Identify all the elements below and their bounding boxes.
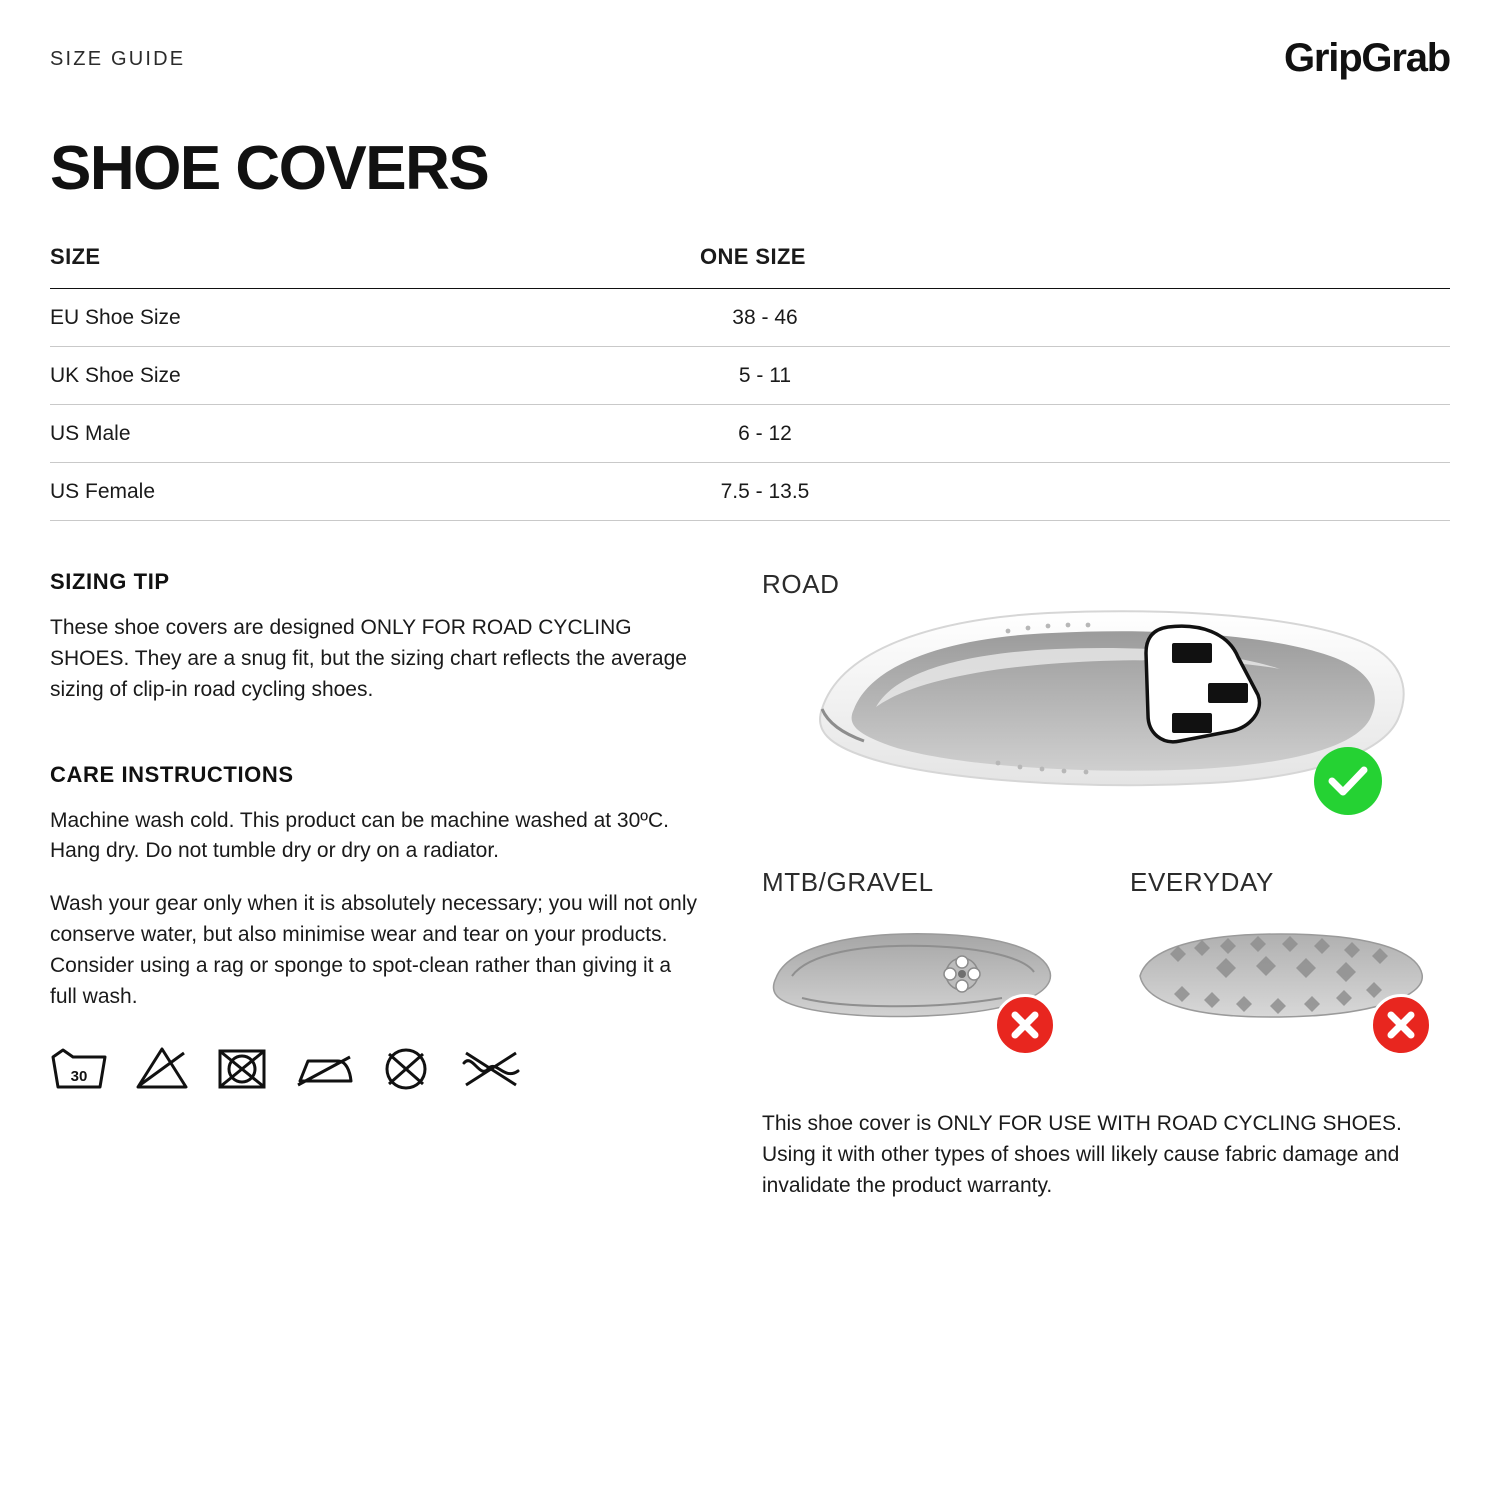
mtb-label: MTB/GRAVEL bbox=[762, 867, 934, 897]
table-row bbox=[50, 463, 1450, 521]
care-paragraph-2: Wash your gear only when it is absolutely necessary; you will not only conserve water, but also minimise wear and tear on your products. Consider using a rag or sponge to spot-clean rather than giving it a full wash. bbox=[50, 892, 698, 1008]
table-row bbox=[50, 347, 1450, 405]
page-header bbox=[50, 36, 1450, 94]
row-value bbox=[700, 289, 1450, 347]
table-header-one-size: ONE SIZE bbox=[700, 244, 806, 269]
table-row bbox=[50, 289, 1450, 347]
row-value bbox=[700, 347, 1450, 405]
do-not-wring-icon bbox=[458, 1045, 524, 1091]
incompatible-shoes-row bbox=[762, 867, 1450, 1035]
cross-icon bbox=[1008, 1008, 1042, 1042]
road-shoe-block bbox=[762, 569, 1450, 839]
row-label: EU Shoe Size bbox=[50, 305, 181, 329]
everyday-shoe-block bbox=[1130, 867, 1450, 1035]
row-value bbox=[700, 463, 1450, 521]
brand-logo: GripGrab bbox=[1284, 36, 1450, 80]
compatibility-note: This shoe cover is ONLY FOR USE WITH ROAD CYCLING SHOES. Using it with other types of shoes will likely cause fabric damage and invalidate the product warranty. bbox=[762, 1112, 1402, 1197]
care-instructions-heading: CARE INSTRUCTIONS bbox=[50, 761, 294, 787]
table-header-size: SIZE bbox=[50, 244, 101, 269]
row-value-text: 38 - 46 bbox=[732, 305, 798, 329]
mtb-shoe-block bbox=[762, 867, 1082, 1035]
page-title: SHOE COVERS bbox=[50, 134, 489, 203]
page-kicker: SIZE GUIDE bbox=[50, 48, 186, 70]
table-row bbox=[50, 405, 1450, 463]
do-not-iron-icon bbox=[294, 1045, 354, 1091]
do-not-dry-clean-icon bbox=[380, 1045, 432, 1091]
road-allowed-badge bbox=[1314, 747, 1382, 815]
row-label: US Female bbox=[50, 479, 156, 503]
content-columns bbox=[50, 569, 1450, 1202]
row-label: US Male bbox=[50, 421, 131, 445]
row-value-text: 5 - 11 bbox=[738, 363, 792, 387]
row-value-text: 6 - 12 bbox=[738, 421, 792, 445]
mtb-shoe-image bbox=[762, 920, 1082, 1035]
mtb-not-allowed-badge bbox=[994, 994, 1056, 1056]
svg-text:30: 30 bbox=[70, 1067, 88, 1085]
table-header-row bbox=[50, 244, 1450, 289]
sizing-tip-heading: SIZING TIP bbox=[50, 569, 170, 594]
row-value-text: 7.5 - 13.5 bbox=[720, 479, 810, 503]
row-label: UK Shoe Size bbox=[50, 363, 181, 387]
everyday-label: EVERYDAY bbox=[1130, 867, 1275, 897]
left-column bbox=[50, 569, 702, 1202]
care-paragraph-1: Machine wash cold. This product can be machine washed at 30ºC. Hang dry. Do not tumble dry or dry on a radiator. bbox=[50, 808, 669, 863]
right-column bbox=[762, 569, 1450, 1202]
do-not-bleach-icon bbox=[134, 1045, 190, 1091]
care-symbol-row bbox=[50, 1045, 702, 1091]
everyday-not-allowed-badge bbox=[1370, 994, 1432, 1056]
everyday-shoe-image bbox=[1130, 920, 1450, 1035]
row-value bbox=[700, 405, 1450, 463]
size-table bbox=[50, 244, 1450, 521]
check-icon bbox=[1328, 765, 1368, 797]
machine-wash-30-icon bbox=[50, 1045, 108, 1091]
sizing-tip-text: These shoe covers are designed ONLY FOR ROAD CYCLING SHOES. They are a snug fit, but the sizing chart reflects the average sizing of clip-in road cycling shoes. bbox=[50, 616, 687, 701]
road-label: ROAD bbox=[762, 569, 840, 599]
do-not-tumble-dry-icon bbox=[216, 1045, 268, 1091]
cross-icon bbox=[1384, 1008, 1418, 1042]
